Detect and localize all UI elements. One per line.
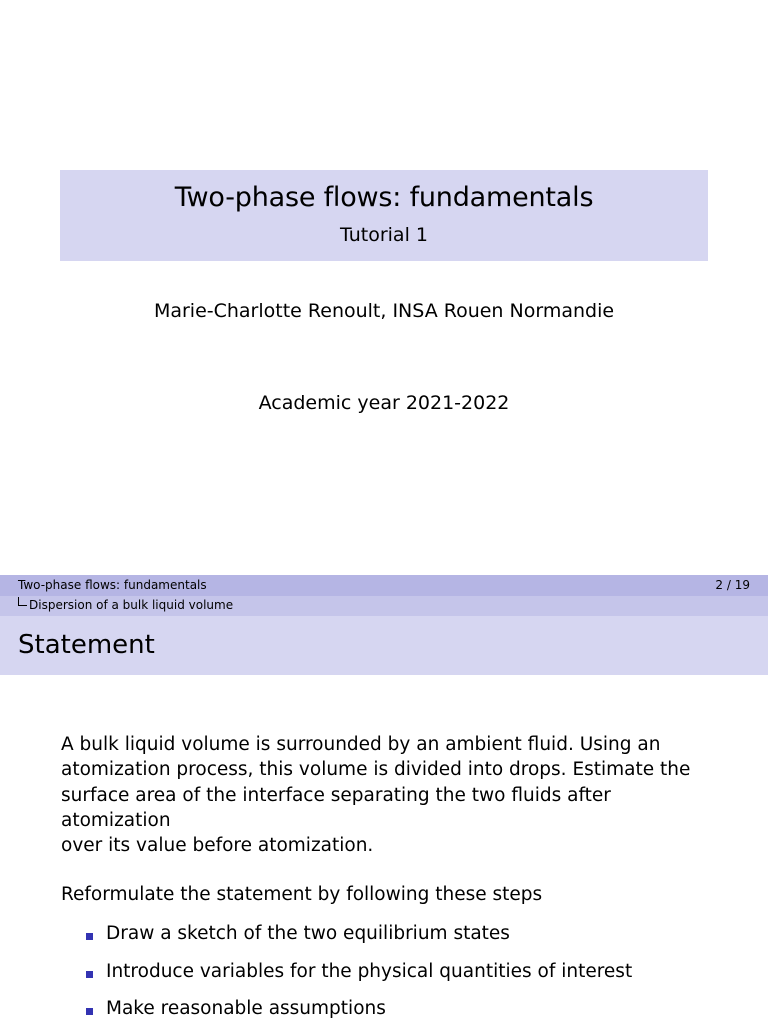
list-item <box>86 961 632 999</box>
bullet-square-icon <box>86 933 93 940</box>
list-item-text: Draw a sketch of the two equilibrium states <box>106 923 510 944</box>
steps-intro: Reformulate the statement by following these steps <box>61 884 543 905</box>
statement-paragraph <box>61 732 711 858</box>
steps-list <box>86 923 632 1024</box>
headline-short-title: Two-phase flows: fundamentals <box>18 578 207 592</box>
section-title: Dispersion of a bulk liquid volume <box>29 598 234 612</box>
bullet-square-icon <box>86 1008 93 1015</box>
paragraph-line: atomization process, this volume is divided into drops. Estimate the <box>61 759 691 781</box>
list-item <box>86 998 632 1024</box>
list-item <box>86 923 632 961</box>
paragraph-line: A bulk liquid volume is surrounded by an ambient fluid. Using an <box>61 734 661 755</box>
list-item-text: Introduce variables for the physical quantities of interest <box>106 960 633 982</box>
section-bar <box>0 596 768 616</box>
author: Marie-Charlotte Renoult, INSA Rouen Normandie <box>153 300 615 322</box>
page-number: 2 / 19 <box>715 578 750 592</box>
date: Academic year 2021-2022 <box>258 392 510 414</box>
list-item-text: Make reasonable assumptions <box>106 998 386 1019</box>
paragraph-line: surface area of the interface separating the two fluids after atomization <box>61 784 611 831</box>
bullet-square-icon <box>86 971 93 978</box>
frame-title: Statement <box>18 630 155 660</box>
title-block <box>60 170 708 261</box>
presentation-subtitle: Tutorial 1 <box>340 224 428 246</box>
statement-slide <box>0 575 768 1024</box>
presentation-title: Two-phase flows: fundamentals <box>174 182 594 213</box>
corner-arrow-icon <box>18 597 27 606</box>
section-navigation <box>18 596 233 615</box>
paragraph-line: over its value before atomization. <box>61 835 374 857</box>
frame-title-bar <box>0 616 768 675</box>
headline-bar <box>0 575 768 596</box>
